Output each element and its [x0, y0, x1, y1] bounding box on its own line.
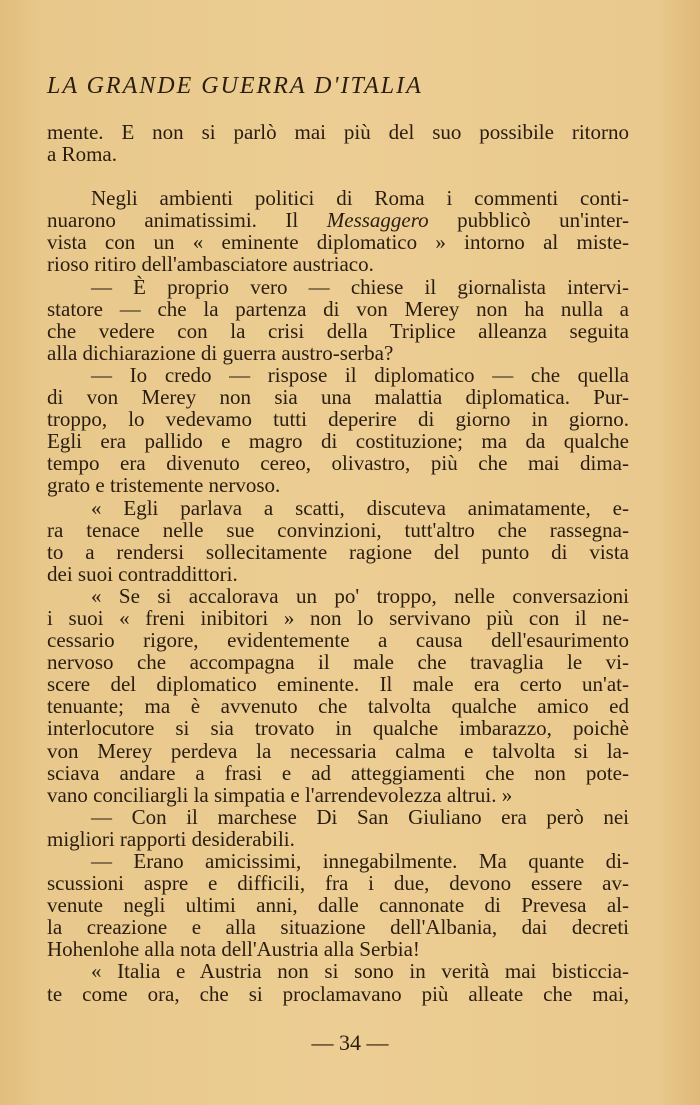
text-line: nuarono animatissimi. Il Messaggero pubblicò un'inter-	[47, 208, 629, 233]
text-line: che vedere con la crisi della Triplice alleanza seguita	[47, 318, 629, 343]
text-line: rioso ritiro dell'ambasciatore austriaco.	[47, 252, 374, 277]
text-line: a Roma.	[47, 142, 117, 167]
text-line: la creazione e alla situazione dell'Albania, dai decreti	[47, 915, 629, 940]
text-line: troppo, lo vedevamo tutti deperire di giorno in giorno.	[47, 407, 629, 432]
text-line: to a rendersi sollecitamente ragione del punto di vista	[47, 539, 629, 564]
text-line: alla dichiarazione di guerra austro-serba?	[47, 340, 394, 365]
text-line: Egli era pallido e magro di costituzione; ma da qualche	[47, 429, 629, 454]
text-line: vista con un « eminente diplomatico » intorno al miste-	[47, 230, 629, 255]
text-line: te come ora, che si proclamavano più alleate che mai,	[47, 981, 629, 1006]
text-line: tempo era divenuto cereo, olivastro, più che mai dima-	[47, 451, 629, 476]
text-line: « Italia e Austria non si sono in verità mai bisticcia-	[91, 959, 629, 984]
paragraph	[47, 806, 629, 850]
text-line: i suoi « freni inibitori » non lo servivano più con il ne-	[47, 605, 629, 630]
paragraph	[47, 960, 629, 1004]
text-line: venute negli ultimi anni, dalle cannonate di Prevesa al-	[47, 893, 629, 918]
text-line: « Egli parlava a scatti, discuteva animatamente, e-	[91, 495, 629, 520]
text-line: scussioni aspre e difficili, fra i due, devono essere av-	[47, 871, 629, 896]
text-line: migliori rapporti desiderabili.	[47, 826, 295, 851]
text-line: — Io credo — rispose il diplomatico — che quella	[91, 362, 629, 387]
text-line: interlocutore si sia trovato in qualche imbarazzo, poichè	[47, 716, 629, 741]
paragraph	[47, 187, 629, 275]
text-line: nervoso che accompagna il male che travaglia le vi-	[47, 650, 629, 675]
text-line: — Con il marchese Di San Giuliano era però nei	[91, 804, 629, 829]
paragraph	[47, 497, 629, 585]
page-number: — 34 —	[311, 1030, 389, 1055]
paragraph	[47, 276, 629, 364]
paragraph	[47, 585, 629, 806]
text-line: sciava andare a frasi e ad atteggiamenti che non pote-	[47, 760, 629, 785]
text-line: — È proprio vero — chiese il giornalista intervi-	[91, 274, 629, 299]
text-line: « Se si accalorava un po' troppo, nelle conversazioni	[91, 583, 629, 608]
text-line: — Erano amicissimi, innegabilmente. Ma quante di-	[91, 849, 629, 873]
text-line: grato e tristemente nervoso.	[47, 473, 281, 498]
text-line: mente. E non si parlò mai più del suo possibile ritorno	[47, 120, 629, 144]
paragraph	[47, 121, 629, 165]
text-line: Hohenlohe alla nota dell'Austria alla Serbia!	[47, 937, 420, 962]
text-line: cessario rigore, evidentemente a causa dell'esaurimento	[47, 628, 629, 653]
paragraph	[47, 850, 629, 960]
paragraph	[47, 364, 629, 497]
text-line: di von Merey non sia una malattia diplomatica. Pur-	[47, 385, 629, 410]
running-head: LA GRANDE GUERRA D'ITALIA	[47, 73, 423, 99]
text-line: vano conciliargli la simpatia e l'arrendevolezza altrui. »	[47, 782, 513, 807]
text-line: tenuante; ma è avvenuto che talvolta qualche amico ed	[47, 694, 629, 719]
text-line: von Merey perdeva la necessaria calma e talvolta si la-	[47, 738, 629, 763]
text-line: scere del diplomatico eminente. Il male era certo un'at-	[47, 672, 629, 697]
text-line: Negli ambienti politici di Roma i commenti conti-	[91, 186, 629, 211]
body-text	[47, 121, 629, 1005]
text-line: dei suoi contraddittori.	[47, 561, 238, 586]
text-line: statore — che la partenza di von Merey non ha nulla a	[47, 296, 629, 321]
text-line: ra tenace nelle sue convinzioni, tutt'altro che rassegna-	[47, 517, 629, 542]
